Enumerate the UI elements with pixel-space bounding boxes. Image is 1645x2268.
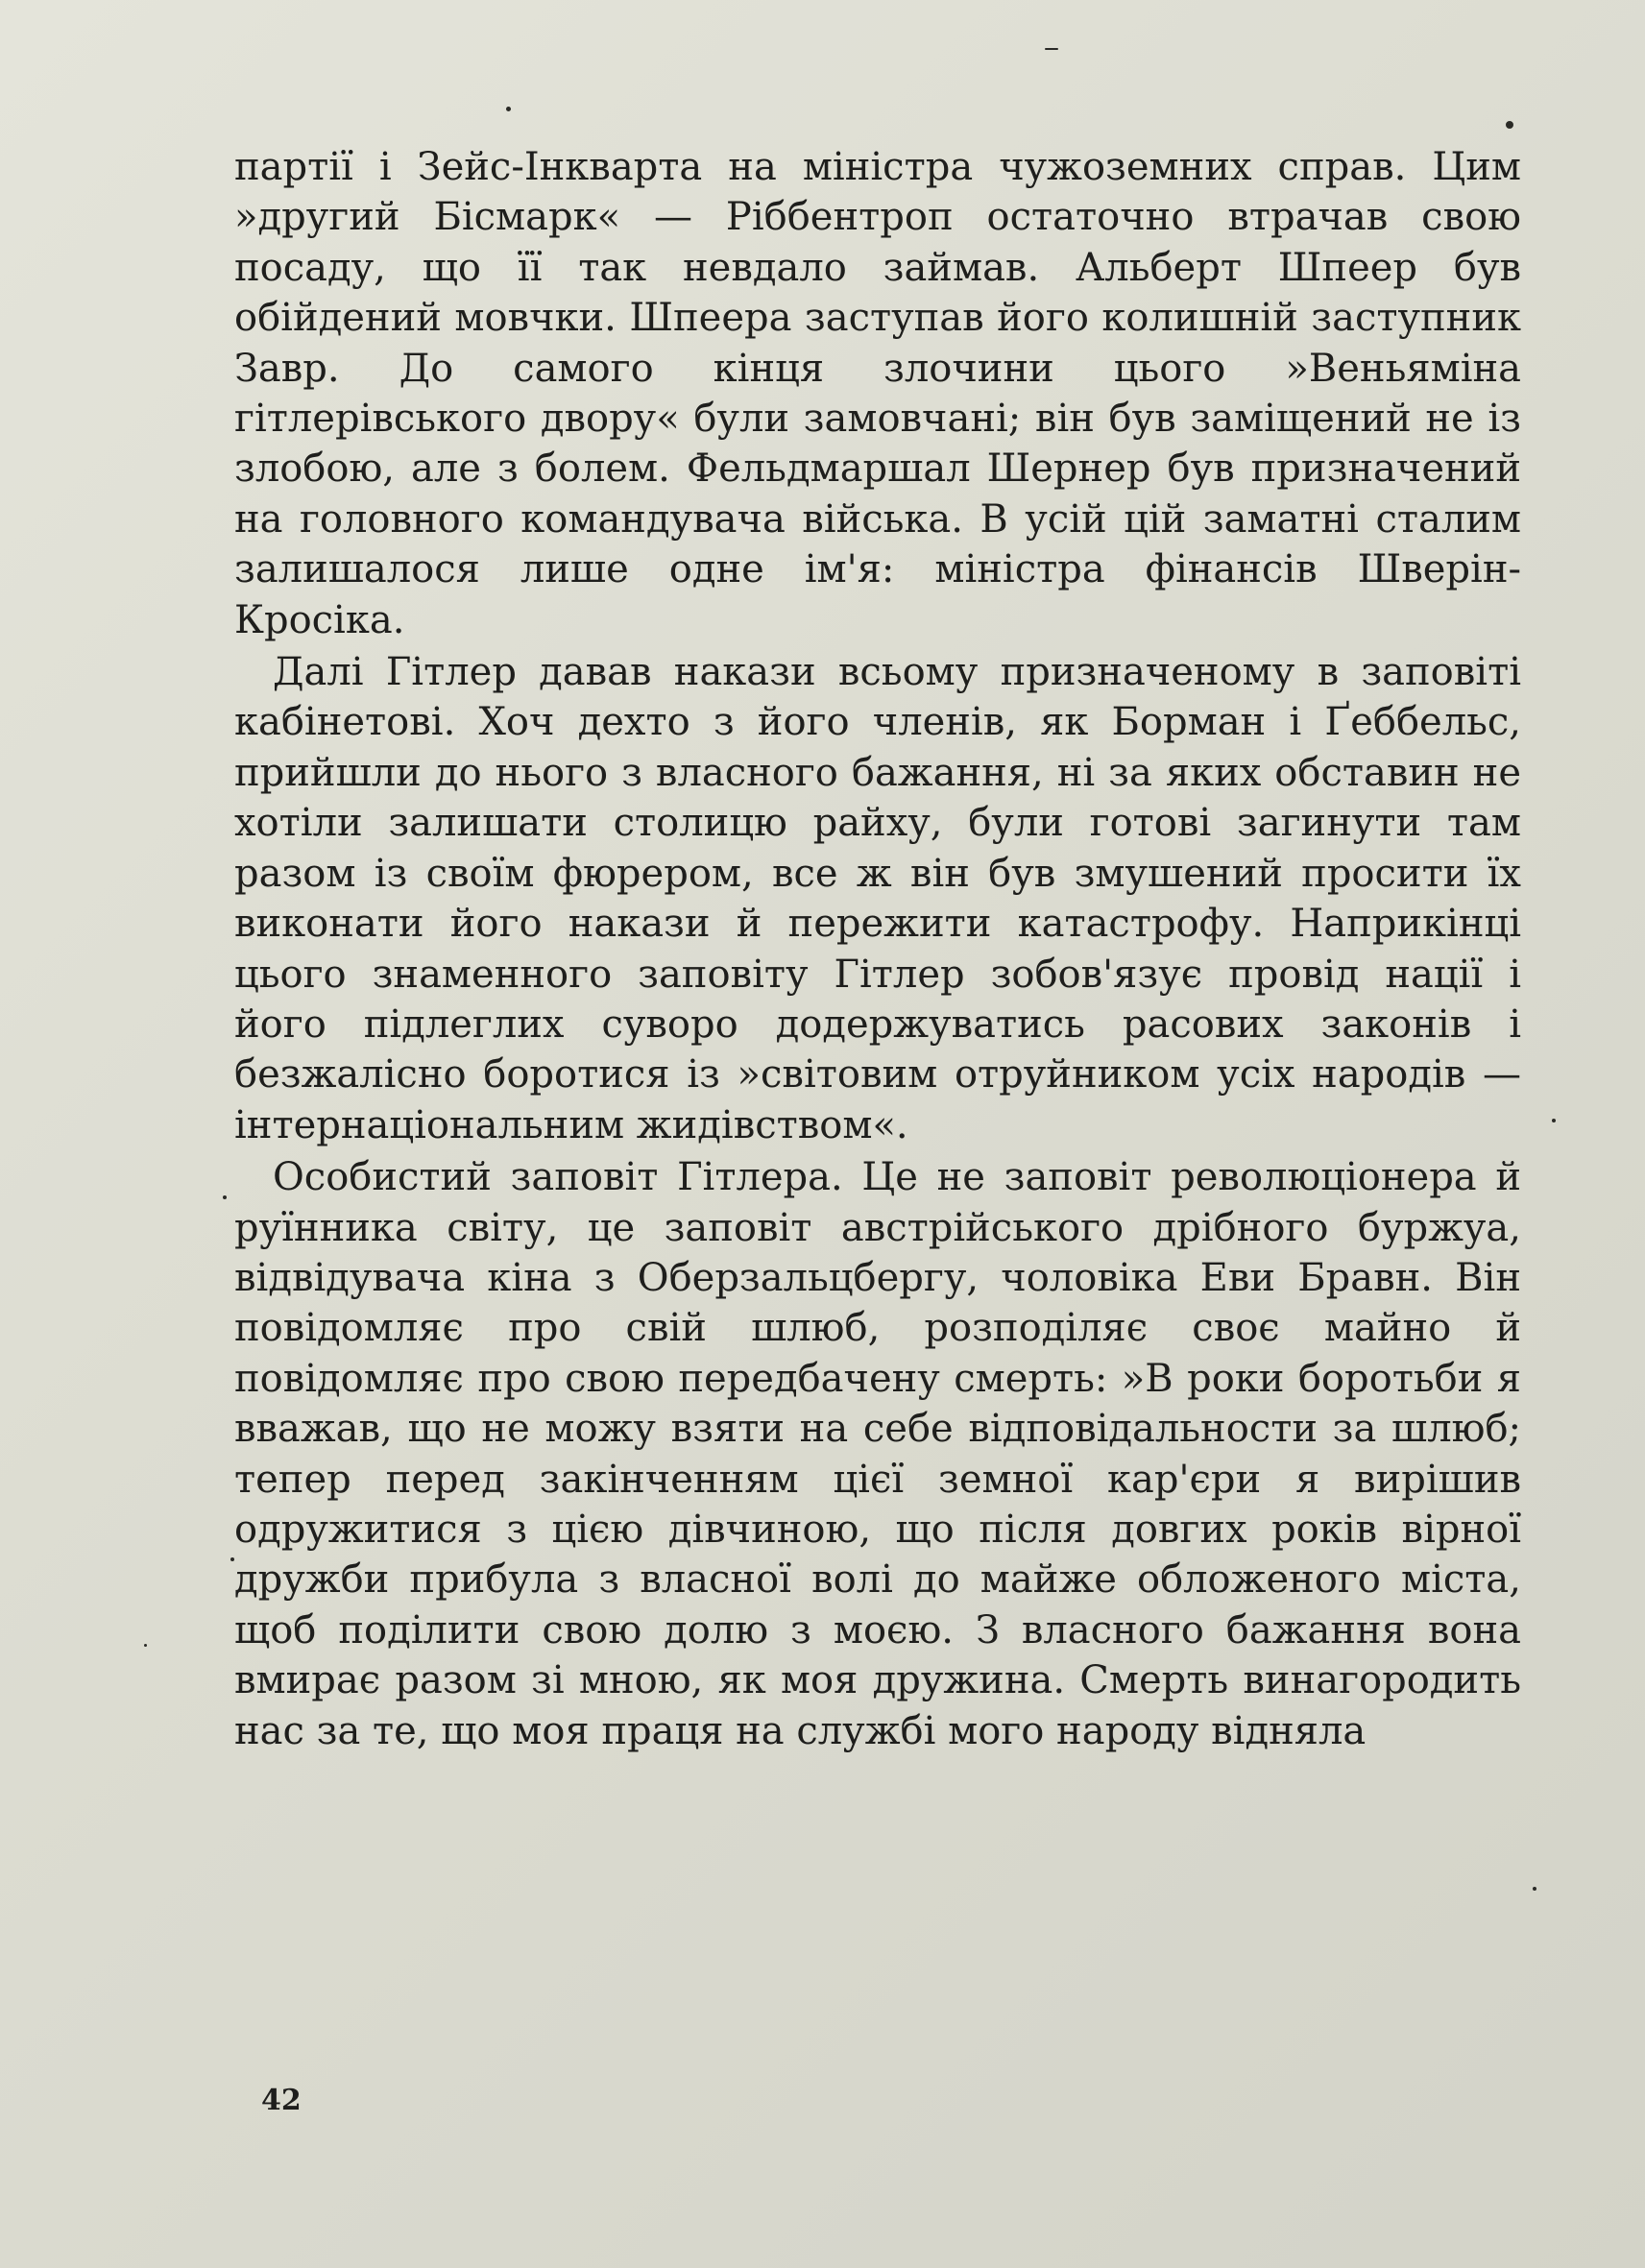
page-body <box>234 142 1521 1756</box>
scan-speck <box>223 1195 227 1199</box>
paragraph-3: Особистий заповіт Гітлера. Це не заповіт революціонера й руїнника світу, це заповіт австрійського дрібного буржуа, відвідувача кіна з Оберзальцбергу, чоловіка Еви Бравн. Він повідомляє про свій шлюб, розподіляє своє майно й повідомляє про свою передбачену смерть: »В роки боротьби я вважав, що не можу взяти на себе відповідальности за шлюб; тепер перед закінченням цієї земної кар'єри я вирішив одружитися з цією дівчиною, що після довгих років вірної дружби прибула з власної волі до майже обложеного міста, щоб поділити свою долю з моєю. З власного бажання вона вмирає разом зі мною, як моя дружина. Смерть винагородить нас за те, що моя праця на службі мого народу відняла <box>234 1155 1521 1753</box>
paragraph-1: партії і Зейс-Інкварта на міністра чужоземних справ. Цим »другий Бісмарк« — Ріббентроп остаточно втрачав свою посаду, що її так невдало займав. Альберт Шпеер був обійдений мовчки. Шпеера заступав його колишній заступник Завр. До самого кінця злочини цього »Веньяміна гітлерівського двору« були замовчані; він був заміщений не із злобою, але з болем. Фельдмаршал Шернер був призначений на головного командувача війська. В усій цій заматні сталим залишалося лише одне ім'я: міністра фінансів Шверін-Кросіка. <box>234 145 1521 642</box>
scan-speck <box>144 1644 147 1647</box>
scan-speck <box>1506 121 1513 129</box>
paragraph-2: Далі Гітлер давав накази всьому призначеному в заповіті кабінетові. Хоч дехто з його членів, як Борман і Ґеббельс, прийшли до нього з власного бажання, ні за яких обставин не хотіли залишати столицю райху, були готові загинути там разом із своїм фюрером, все ж він був змушений просити їх виконати його накази й пережити катастрофу. Наприкінці цього знаменного заповіту Гітлер зобов'язує провід нації і його підлеглих суворо додержуватись расових законів і безжалісно боротися із »світовим отруйником усіх народів — інтернаціональним жидівством«. <box>234 650 1521 1147</box>
scan-speck <box>1533 1887 1536 1891</box>
scan-speck <box>506 107 511 111</box>
scan-speck <box>1045 48 1058 50</box>
page-number: 42 <box>261 2084 302 2117</box>
scan-speck <box>1552 1119 1556 1122</box>
scan-speck <box>230 1557 234 1561</box>
